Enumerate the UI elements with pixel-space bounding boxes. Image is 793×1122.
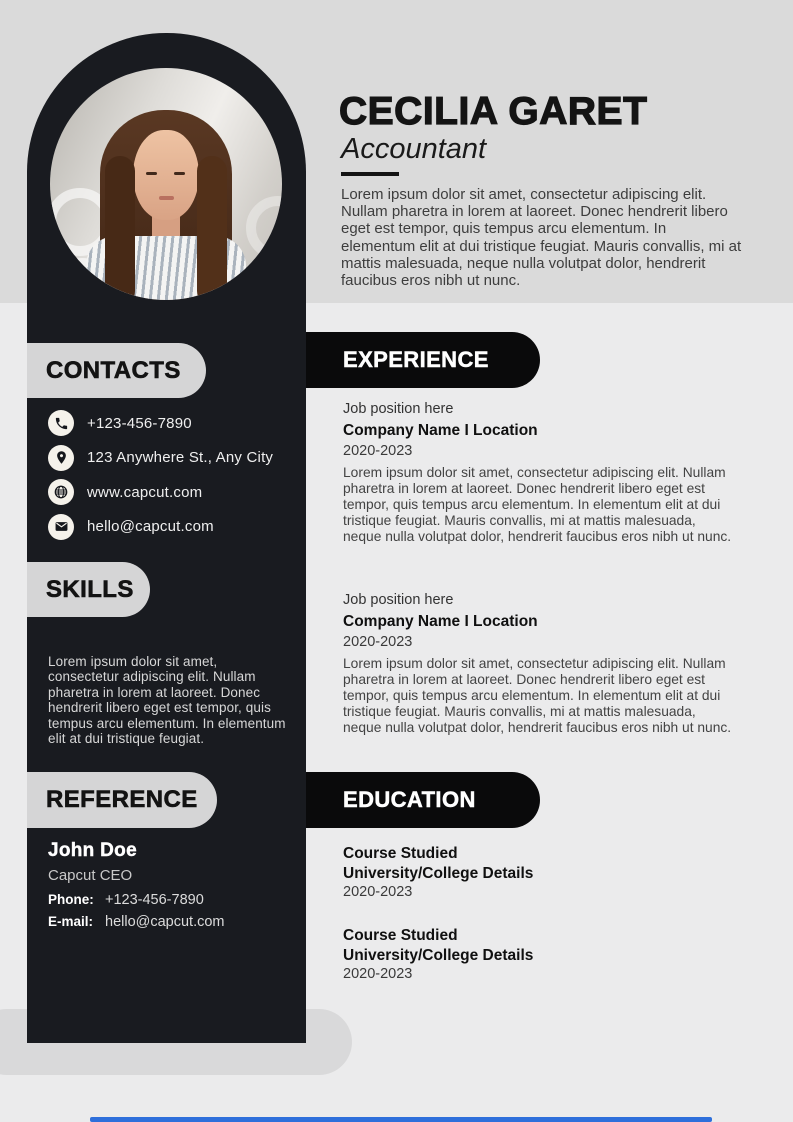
experience-heading-pill: [306, 332, 540, 388]
contact-website: www.capcut.com: [87, 483, 203, 501]
portrait-eye: [146, 172, 157, 175]
email-icon: [48, 514, 74, 540]
company-name: Company Name I Location: [343, 613, 538, 630]
globe-icon: [48, 479, 74, 505]
skills-heading: SKILLS: [46, 575, 134, 603]
reference-phone-value: +123-456-7890: [105, 892, 204, 908]
location-icon: [48, 445, 74, 471]
reference-phone-row: [48, 892, 204, 908]
company-name: Company Name I Location: [343, 422, 538, 439]
photo-background-shape: [246, 196, 282, 260]
contact-email: hello@capcut.com: [87, 518, 214, 535]
reference-heading-pill: [27, 772, 217, 828]
profile-photo: [50, 68, 282, 300]
education-heading-pill: [306, 772, 540, 828]
contacts-heading-pill: [27, 343, 206, 398]
job-title: Accountant: [341, 133, 487, 165]
contacts-heading: CONTACTS: [46, 356, 181, 384]
experience-description: Lorem ipsum dolor sit amet, consectetur adipiscing elit. Nullam pharetra in lorem at laoreet. Donec hendrerit libero eget est tempor, quis tempus arcu elementum. In elementum elit at dui tristique feugiat. Mauris convallis, mi at mattis malesuada, neque nulla volutpat dolor, hendrerit faucibus eros nibh ut nunc.: [343, 656, 732, 735]
portrait-eye: [174, 172, 185, 175]
contact-phone: +123-456-7890: [87, 414, 192, 432]
course-name: Course Studied: [343, 845, 458, 862]
education-heading: EDUCATION: [343, 787, 476, 812]
institution-name: University/College Details: [343, 864, 534, 882]
contact-address: 123 Anywhere St., Any City: [87, 449, 274, 466]
reference-role: Capcut CEO: [48, 867, 133, 884]
reference-name: John Doe: [48, 840, 137, 861]
title-underline: [341, 172, 399, 176]
portrait-face: [133, 130, 199, 220]
experience-period: 2020-2023: [343, 443, 413, 459]
reference-email-value: hello@capcut.com: [105, 914, 225, 930]
experience-entry: [343, 591, 737, 736]
portrait-hair: [105, 156, 135, 300]
education-period: 2020-2023: [343, 966, 413, 982]
phone-icon: [48, 410, 74, 436]
experience-period: 2020-2023: [343, 634, 413, 650]
contact-item-address: [48, 445, 273, 471]
contact-item-website: [48, 479, 273, 505]
education-period: 2020-2023: [343, 884, 413, 900]
education-entry: [343, 844, 737, 903]
portrait-lips: [159, 196, 174, 200]
education-entry: [343, 926, 737, 985]
bottom-accent-bar: [90, 1117, 712, 1122]
skills-text: Lorem ipsum dolor sit amet, consectetur adipiscing elit. Nullam pharetra in lorem at laoreet. Donec hendrerit libero eget est tempor, quis tempus arcu elementum. In elementum elit at dui tristique feugiat.: [48, 653, 286, 747]
course-name: Course Studied: [343, 927, 458, 944]
reference-heading: REFERENCE: [46, 786, 198, 813]
experience-heading: EXPERIENCE: [343, 347, 489, 372]
reference-email-label: E-mail:: [48, 914, 94, 929]
skills-heading-pill: [27, 562, 150, 617]
job-position: Job position here: [343, 592, 454, 608]
experience-description: Lorem ipsum dolor sit amet, consectetur adipiscing elit. Nullam pharetra in lorem at laoreet. Donec hendrerit libero eget est tempor, quis tempus arcu elementum. In elementum elit at dui tristique feugiat. Mauris convallis, mi at mattis malesuada, neque nulla volutpat dolor, hendrerit faucibus eros nibh ut nunc.: [343, 465, 732, 544]
person-name: CECILIA GARET: [339, 90, 648, 133]
profile-summary: Lorem ipsum dolor sit amet, consectetur adipiscing elit. Nullam pharetra in lorem at laoreet. Donec hendrerit libero eget est tempor, quis tempus arcu elementum. In elementum elit at dui tristique feugiat. Mauris convallis, mi at mattis malesuada, neque nulla volutpat dolor, hendrerit faucibus eros nibh ut nunc.: [341, 186, 742, 290]
contact-item-phone: [48, 410, 273, 436]
institution-name: University/College Details: [343, 946, 534, 964]
job-position: Job position here: [343, 401, 454, 417]
contact-list: [48, 410, 273, 540]
experience-entry: [343, 400, 737, 545]
reference-phone-label: Phone:: [48, 892, 94, 907]
reference-email-row: [48, 914, 225, 930]
portrait-hair: [197, 156, 227, 300]
contact-item-email: [48, 514, 273, 540]
